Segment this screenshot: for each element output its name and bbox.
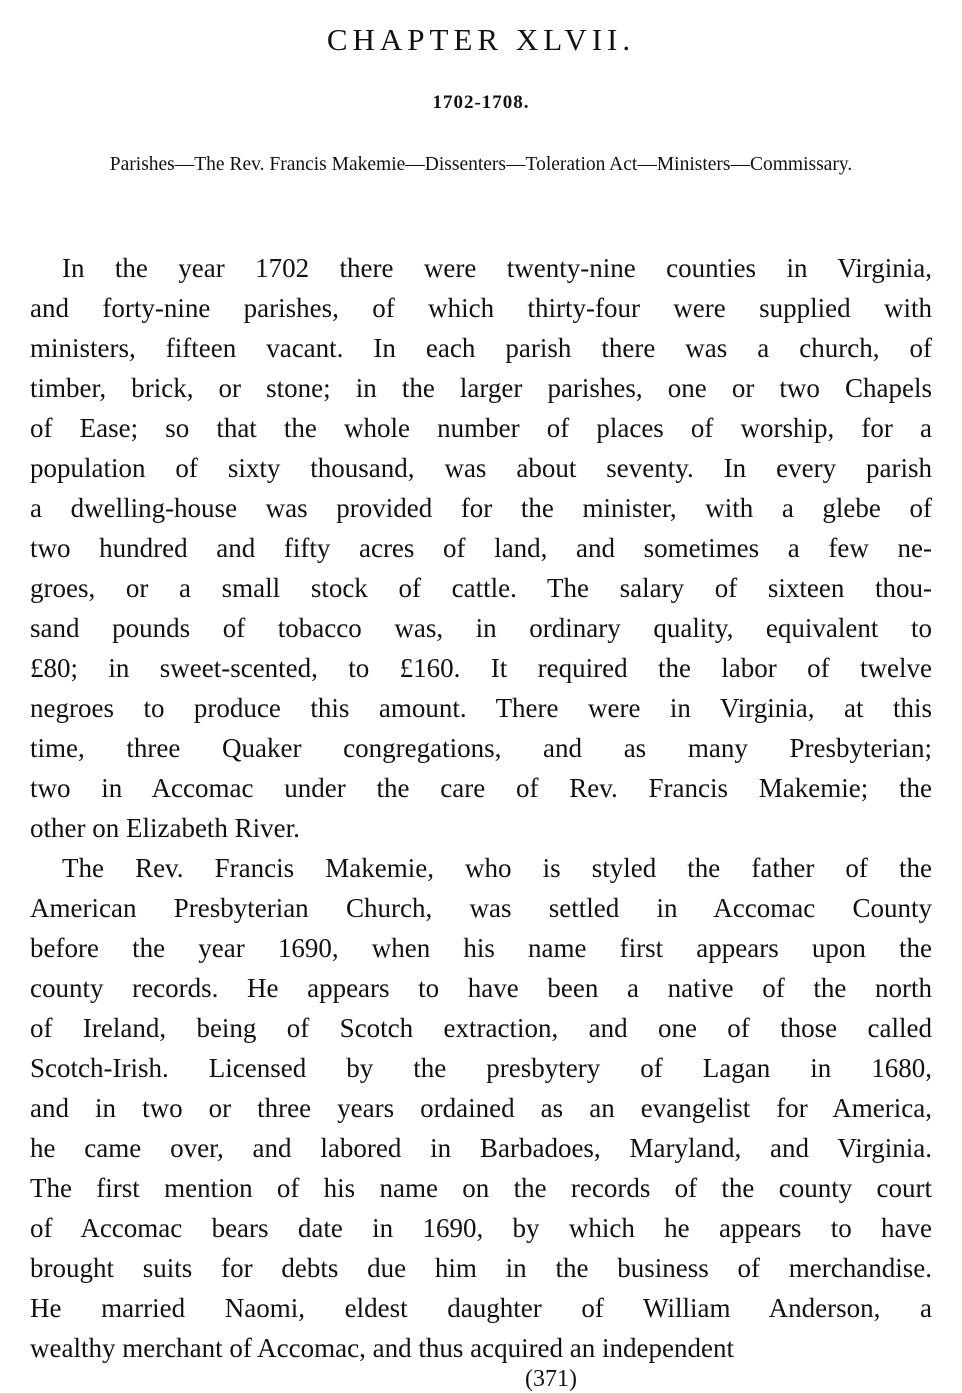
text-line: sand pounds of tobacco was, in ordinary quality, equivalent to [30, 613, 932, 643]
text-line: He married Naomi, eldest daughter of William Anderson, a [30, 1293, 932, 1323]
paragraph [30, 848, 932, 1368]
text-line: of Ease; so that the whole number of places of worship, for a [30, 413, 932, 443]
text-line: ministers, fifteen vacant. In each parish there was a church, of [30, 333, 932, 363]
text-line: negroes to produce this amount. There were in Virginia, at this [30, 693, 932, 723]
text-line: of Ireland, being of Scotch extraction, and one of those called [30, 1013, 932, 1043]
text-line: two hundred and fifty acres of land, and sometimes a few ne- [30, 533, 932, 563]
text-line: he came over, and labored in Barbadoes, Maryland, and Virginia. [30, 1133, 932, 1163]
text-line: of Accomac bears date in 1690, by which he appears to have [30, 1213, 932, 1243]
text-line: two in Accomac under the care of Rev. Francis Makemie; the [30, 773, 932, 803]
text-line: £80; in sweet-scented, to £160. It required the labor of twelve [30, 653, 932, 683]
text-line: a dwelling-house was provided for the minister, with a glebe of [30, 493, 932, 523]
text-line: other on Elizabeth River. [30, 813, 300, 843]
text-line: The Rev. Francis Makemie, who is styled the father of the [62, 853, 932, 883]
text-line: county records. He appears to have been a native of the north [30, 973, 932, 1003]
text-line: before the year 1690, when his name first appears upon the [30, 933, 932, 963]
chapter-title: CHAPTER XLVII. [326, 22, 636, 57]
text-line: Scotch-Irish. Licensed by the presbytery of Lagan in 1680, [30, 1053, 932, 1083]
body-text [30, 248, 932, 1368]
chapter-summary: Parishes—The Rev. Francis Makemie—Dissenters—Toleration Act—Ministers—Commissary. [109, 154, 853, 175]
text-line: population of sixty thousand, was about seventy. In every parish [30, 453, 932, 483]
text-line: American Presbyterian Church, was settled in Accomac County [30, 893, 932, 923]
text-line: time, three Quaker congregations, and as many Presbyterian; [30, 733, 932, 763]
text-line: groes, or a small stock of cattle. The salary of sixteen thou- [30, 573, 932, 603]
text-line: and in two or three years ordained as an evangelist for America, [30, 1093, 932, 1123]
chapter-years: 1702-1708. [432, 92, 530, 113]
text-line: and forty-nine parishes, of which thirty-four were supplied with [30, 293, 932, 323]
text-line: timber, brick, or stone; in the larger parishes, one or two Chapels [30, 373, 932, 403]
text-line: wealthy merchant of Accomac, and thus acquired an independent [30, 1333, 734, 1363]
page-number: (371) [525, 1366, 577, 1392]
text-line: In the year 1702 there were twenty-nine counties in Virginia, [62, 253, 932, 283]
text-line: The first mention of his name on the records of the county court [30, 1173, 932, 1203]
paragraph [30, 248, 932, 848]
text-line: brought suits for debts due him in the business of merchandise. [30, 1253, 932, 1283]
